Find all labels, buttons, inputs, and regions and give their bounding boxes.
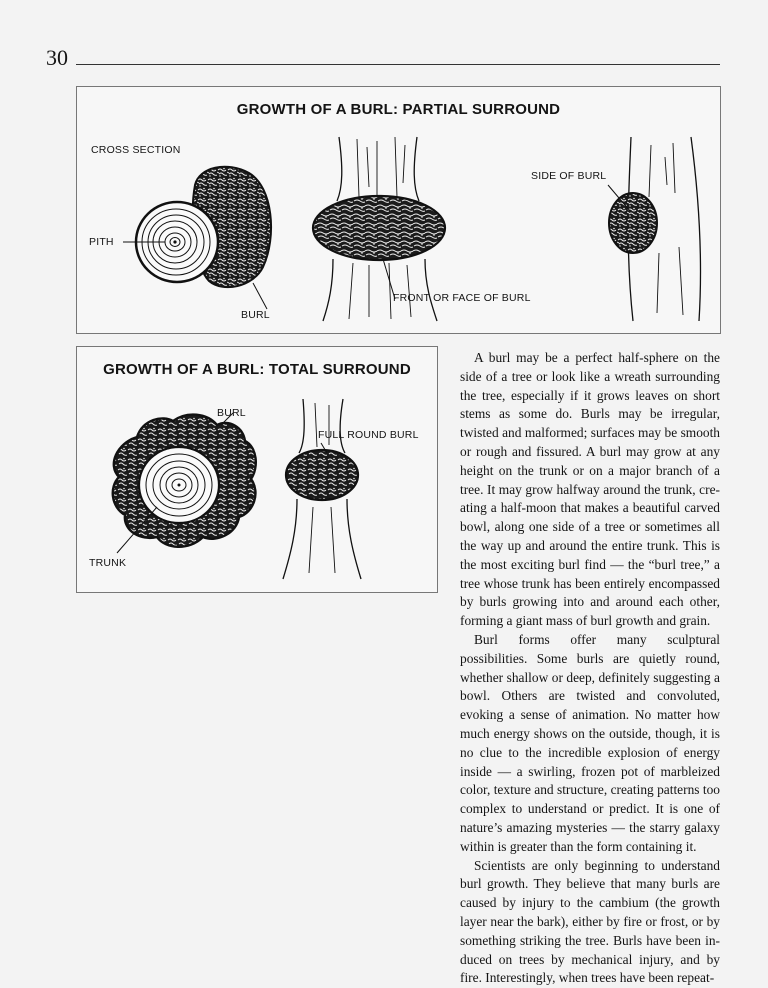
label-cross-section: CROSS SECTION: [91, 144, 181, 156]
figure-partial-title: GROWTH OF A BURL: PARTIAL SURROUND: [236, 101, 561, 118]
label-pith: PITH: [89, 236, 114, 248]
figure-total-title: GROWTH OF A BURL: TOTAL SURROUND: [103, 361, 411, 378]
body-paragraph: A burl may be a perfect half-sphere on the side of a tree or look like a wreath surrounding the tree, especially if it grows leaves on short stems as some do. Burls may be irregular, twisted and malformed; surfaces may be smooth or rough and fissured. A burl may grow at any height on the trunk or on a major branch of a tree. It may grow halfway around the trunk, creating a half-moon that makes a beautiful carved bowl, along one side of a tree or sometimes all the way up and around the entire trunk. This is the most exciting burl find — the “burl tree,” a tree whose trunk has been entirely encompassed by burls growing into and around each other, forming a giant mass of burl growth and grain.: [460, 350, 720, 629]
body-paragraph: Scientists are only beginning to understand burl growth. They believe that many burls are caused by injury to the cambium (the growth layer near the bark), either by fire or frost, or by something striking the tree. Burls have been induced on trees by mechanical injury, and by fire. Interestingly, when trees have been repeat-: [460, 857, 720, 986]
total-surround-illustration: [77, 347, 437, 592]
label-side-of-burl: SIDE OF BURL: [531, 170, 607, 182]
label-burl: BURL: [241, 309, 270, 321]
page-number: 30: [46, 45, 68, 70]
burl-full-round: [286, 450, 358, 500]
figure-total-surround: [76, 346, 438, 593]
label-front-face: FRONT OR FACE OF BURL: [393, 292, 531, 304]
label-trunk: TRUNK: [89, 557, 127, 569]
body-text-column: [460, 349, 720, 988]
figure-partial-surround: [76, 86, 721, 334]
burl-leader-line: [253, 283, 267, 309]
burl-front-face: [313, 196, 445, 260]
body-paragraph: Burl forms offer many sculptural possibilities. Some burls are quietly round, whether shallow or deep, definitely suggesting a bowl. Others are twisted and convoluted, evoking a sense of animation. No matter how much energy shows on the outside, though, it is no clue to the incredible explosion of energy inside — a swirling, frozen pot of marbleized color, texture and structure, creating patterns too complex to understand or predict. It is one of nature’s amazing mysteries — the starry galaxy within is greater than the form containing it.: [460, 631, 720, 854]
label-burl-total: BURL: [217, 407, 246, 419]
label-full-round-burl: FULL ROUND BURL: [318, 429, 419, 441]
burl-side-view: [609, 193, 657, 253]
tree-rings-icon: [139, 447, 219, 523]
header-rule: [76, 64, 720, 65]
